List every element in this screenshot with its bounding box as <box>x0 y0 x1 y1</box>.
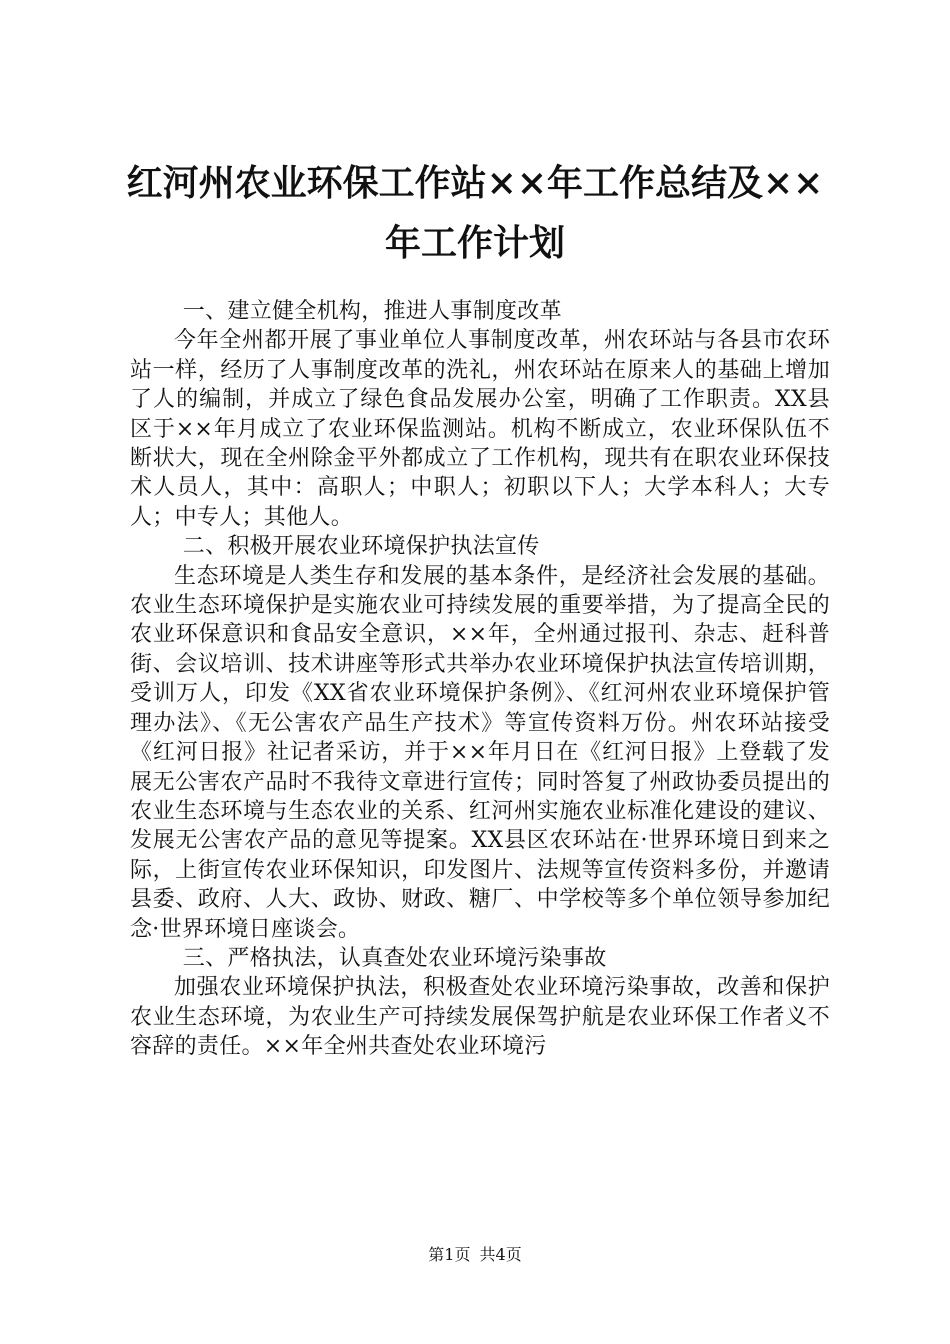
section-heading: 三、严格执法，认真查处农业环境污染事故 <box>182 945 607 971</box>
body-paragraph: 加强农业环境保护执法，积极查处农业环境污染事故，改善和保护农业生态环境，为农业生产可持续发展保驾护航是农业环保工作者义不容辞的责任。××年全州共查处农业环境污 <box>130 975 830 1060</box>
page-number: 第1页 <box>428 1245 471 1264</box>
page-total: 共4页 <box>479 1245 522 1264</box>
page-footer <box>0 1245 950 1265</box>
section-heading: 二、积极开展农业环境保护执法宣传 <box>182 534 540 560</box>
section-heading: 一、建立健全机构，推进人事制度改革 <box>182 299 562 324</box>
document-body <box>130 297 830 1062</box>
document-title-line-2: 年工作计划 <box>384 222 565 264</box>
body-paragraph: 今年全州都开展了事业单位人事制度改革，州农环站与各县市农环站一样，经历了人事制度改革的洗礼，州农环站在原来人的基础上增加了人的编制，并成立了绿色食品发展办公室，明确了工作职责。XX县区于××年月成立了农业环保监测站。机构不断成立，农业环保队伍不断状大，现在全州除金平外都成立了工作机构，现共有在职农业环保技术人员人，其中：高职人；中职人；初职以下人；大学本科人；大专人；中专人；其他人。 <box>130 328 830 530</box>
body-paragraph: 生态环境是人类生存和发展的基本条件，是经济社会发展的基础。农业生态环境保护是实施农业可持续发展的重要举措，为了提高全民的农业环保意识和食品安全意识，××年，全州通过报刊、杂志、赶科普街、会议培训、技术讲座等形式共举办农业环境保护执法宣传培训期，受训万人，印发《XX省农业环境保护条例》、《红河州农业环境保护管理办法》、《无公害农产品生产技术》等宣传资料万份。州农环站接受《红河日报》社记者采访，并于××年月日在《红河日报》上登载了发展无公害农产品时不我待文章进行宣传；同时答复了州政协委员提出的农业生态环境与生态农业的关系、红河州实施农业标准化建设的建议、发展无公害农产品的意见等提案。XX县区农环站在·世界环境日到来之际，上街宣传农业环保知识，印发图片、法规等宣传资料多份，并邀请县委、政府、人大、政协、财政、糖厂、中学校等多个单位领导参加纪念·世界环境日座谈会。 <box>130 563 830 942</box>
document-title-line-1: 红河州农业环保工作站××年工作总结及×× <box>126 162 824 204</box>
